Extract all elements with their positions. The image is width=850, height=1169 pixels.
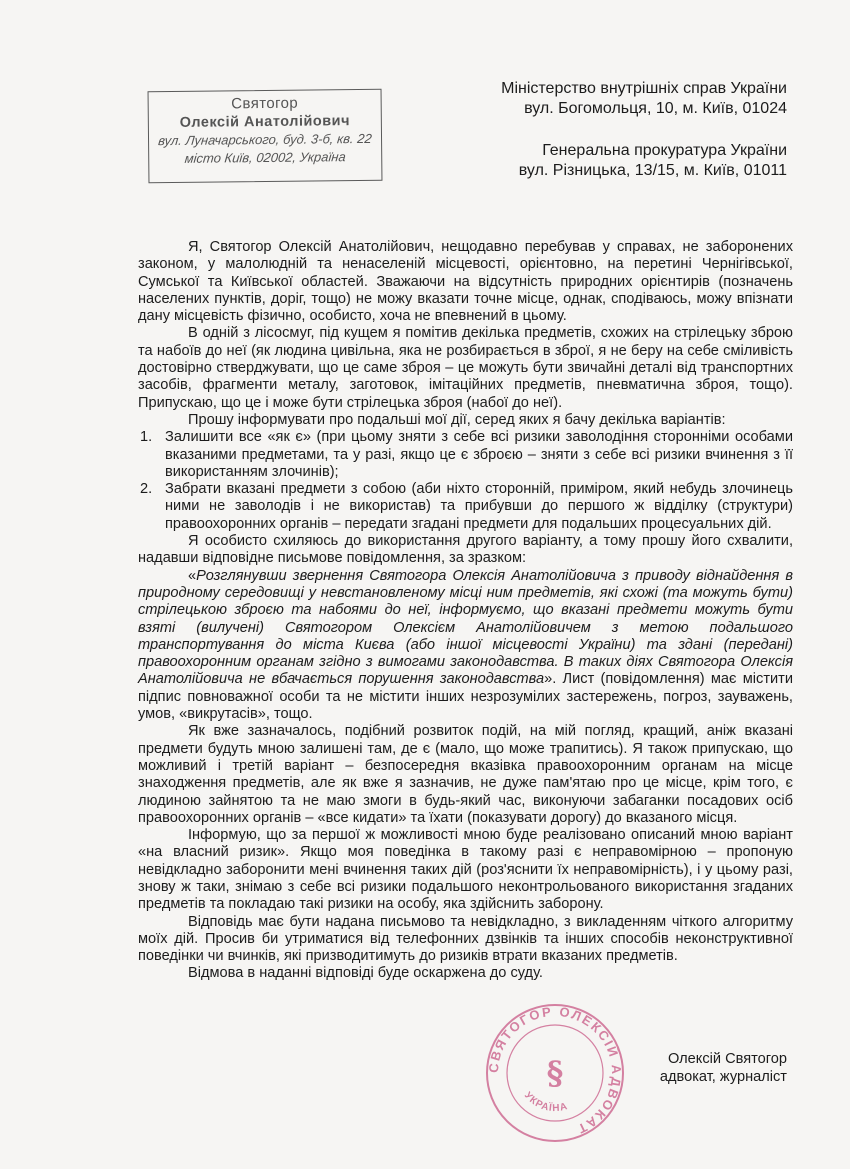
quote-close: ». Лист (повідомлення) має містити підпис повноважної особи та не містити інших незрозумілих застережень, погроз, зауважень, умов, «викрутасів», тощо. <box>138 671 793 723</box>
paragraph: Я особисто схиляюсь до використання другого варіанту, а тому прошу його схвалити, надавши відповідне письмове повідомлення, за зразком: <box>138 533 793 567</box>
sender-surname: Святогор <box>231 94 299 113</box>
list-text: Залишити все «як є» (при цьому зняти з себе всі ризики заволодіння сторонніми особами вказаними предметами, та у разі, якщо це є зброєю – зняти з себе всі ризики вчинення з її використанням злочинів); <box>165 429 793 480</box>
recipient-address: вул. Богомольця, 10, м. Київ, 01024 <box>524 100 787 117</box>
list-text: Забрати вказані предмети з собою (аби ніхто сторонній, приміром, який небудь злочинець ними не заволодів і не використав) та прибувши до першого ж відділку (структури) правоохоронних органів – передати згадані предмети для подальших процесуальних дій. <box>165 481 793 532</box>
paragraph: Відповідь має бути надана письмово та невідкладно, з викладенням чіткого алгоритму моїх дій. Просив би утриматися від телефонних дзвінків та інших способів неконструктивної поведінки чи вчинків, які призводитимуть до ризиків втрати вказаних предметів. <box>138 913 793 965</box>
sender-name: Олексій Анатолійович <box>179 113 351 131</box>
sender-street: вул. Луначарського, буд. 3-б, кв. 22 <box>157 130 373 149</box>
list-number: 1. <box>140 429 153 446</box>
recipients-block <box>427 79 787 181</box>
paragraph: Я, Святогор Олексій Анатолійович, нещодавно перебував у справах, не заборонених законом, у малолюдній та ненаселеній місцевості, орієнтовно, на перетині Чернігівської, Сумської та Київської областей. Зважаючи на відсутність природних орієнтирів (позначень населених пунктів, доріг, тощо) не можу вказати точне місце, однак, сподіваюсь, можу впізнати дану місцевість фізично, особисто, хоча не впевнений в цьому. <box>138 239 793 325</box>
signature-name: Олексій Святогор <box>667 1051 787 1067</box>
quote-open: « <box>188 567 197 584</box>
sender-city: місто Київ, 02002, Україна <box>184 149 347 166</box>
letter-body <box>138 239 793 983</box>
paragraph: Як вже зазначалось, подібний розвиток подій, на мій погляд, кращий, аніж вказані предмети будуть мною залишені там, де є (мало, що може трапитись). Я також припускаю, що можливий і третій варіант – безпосередня вказівка правоохоронним органам на місце знаходження предметів, але як вже я зазначив, не дуже пам'ятаю про це місце, крім того, є людиною зайнятою та не маю змоги в будь-який час, виконуючи забаганки посадових осіб правоохоронних органів – «все кидати» та їхати (показувати дорогу) до вказаного місця. <box>138 723 793 826</box>
list-item <box>138 481 793 533</box>
paragraph: Відмова в наданні відповіді буде оскаржена до суду. <box>188 965 543 982</box>
recipient-org: Генеральна прокуратура України <box>542 142 787 159</box>
paragraph: Прошу інформувати про подальші мої дії, серед яких я бачу декілька варіантів: <box>188 411 726 428</box>
paragraph: В одній з лісосмуг, під кущем я помітив декілька предметів, схожих на стрілецьку зброю та набоїв до неї (як людина цивільна, яка не розбирається в зброї, я не беру на себе сміливість достовірно стверджувати, що це саме зброя – це можуть бути звичайні деталі від транспортних засобів, фрагменти металу, заготовок, імітаційних предметів, пневматична зброя, тощо). Припускаю, що це і може бути стрілецька зброя (набої до неї). <box>138 325 793 411</box>
signature-title: адвокат, журналіст <box>659 1069 787 1085</box>
recipient-address: вул. Різницька, 13/15, м. Київ, 01011 <box>518 162 787 179</box>
list-item <box>138 429 793 481</box>
recipient-org: Міністерство внутрішніх справ України <box>501 80 787 97</box>
quote-paragraph <box>138 568 793 724</box>
quote-sample-text: Розглянувши звернення Святогора Олексія Анатолійовича з приводу віднайдення в природному середовищі у невстановленому місці ним предметів, які схожі (та можуть бути) стрілецькою зброєю та набоями до неї, інформуємо, що вказані предмети можуть бути взяті (вилучені) Святогором Олексієм Анатолійовичем з метою подальшого транспортування до міста Києва (або іншої місцевості України) та здані (передані) правоохоронним органам згідно з вимогами законодавства. В таких діях Святогора Олексія Анатолійовича не вбачається порушення законодавства <box>138 567 793 688</box>
sender-stamp <box>148 89 383 183</box>
list-number: 2. <box>140 481 153 498</box>
seal-outer-text: СВЯТОГОР ОЛЕКСІЙ АДВОКАТ <box>485 1003 625 1138</box>
paragraph: Інформую, що за першої ж можливості мною буде реалізовано описаний мною варіант «на власний ризик». Якщо моя поведінка в такому разі є неправомірною – пропоную невідкладно заборонити мені вчинення таких дій (роз'яснити їх неправомірність), і у цьому разі, знову ж таки, знімаю з себе всі ризики подальшого неконтрольованого використання згаданих предметів та покладаю такі ризики на особу, яка здійснить заборону. <box>138 827 793 913</box>
signature-block <box>587 1050 787 1086</box>
seal-center-mark: § <box>546 1054 564 1092</box>
seal-inner-text: УКРАЇНА <box>521 1090 570 1115</box>
